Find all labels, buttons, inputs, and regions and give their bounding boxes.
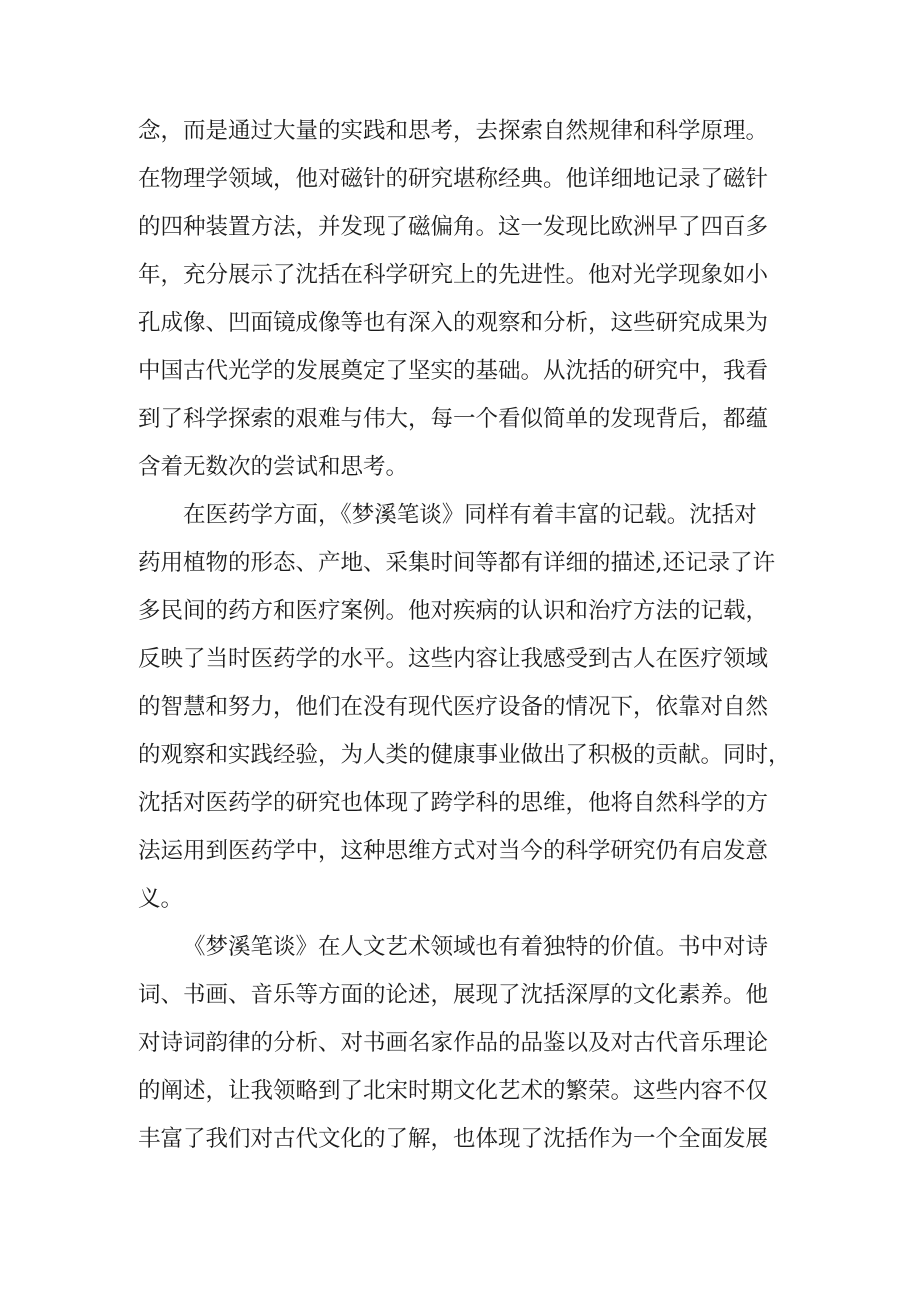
text-line: 念，而是通过大量的实践和思考，去探索自然规律和科学原理。 (138, 118, 769, 144)
text-line: 沈括对医药学的研究也体现了跨学科的思维，他将自然科学的方 (138, 790, 769, 816)
text-line: 的观察和实践经验，为人类的健康事业做出了积极的贡献。同时， (138, 742, 791, 768)
text-line: 孔成像、凹面镜成像等也有深入的观察和分析，这些研究成果为 (138, 310, 769, 336)
text-line: 对诗词韵律的分析、对书画名家作品的品鉴以及对古代音乐理论 (138, 1030, 769, 1056)
text-line: 法运用到医药学中，这种思维方式对当今的科学研究仍有启发意 (138, 838, 769, 864)
text-line: 年，充分展示了沈括在科学研究上的先进性。他对光学现象如小 (138, 262, 769, 288)
text-line: 义。 (138, 886, 184, 912)
body-text (138, 107, 798, 1163)
text-line: 多民间的药方和医疗案例。他对疾病的认识和治疗方法的记载， (138, 598, 769, 624)
text-line: 中国古代光学的发展奠定了坚实的基础。从沈括的研究中，我看 (138, 358, 769, 384)
text-line: 词、书画、音乐等方面的论述，展现了沈括深厚的文化素养。他 (138, 982, 769, 1008)
paragraph-physics (138, 107, 798, 491)
text-line: 的四种装置方法，并发现了磁偏角。这一发现比欧洲早了四百多 (138, 214, 769, 240)
text-line: 的智慧和努力，他们在没有现代医疗设备的情况下，依靠对自然 (138, 694, 769, 720)
text-line-indented: 在医药学方面，《梦溪笔谈》同样有着丰富的记载。沈括对 (183, 502, 757, 528)
text-line: 丰富了我们对古代文化的了解，也体现了沈括作为一个全面发展 (138, 1126, 769, 1152)
text-line: 到了科学探索的艰难与伟大，每一个看似简单的发现背后，都蕴 (138, 406, 769, 432)
text-line: 的阐述，让我领略到了北宋时期文化艺术的繁荣。这些内容不仅 (138, 1078, 769, 1104)
text-line-indented: 《梦溪笔谈》在人文艺术领域也有着独特的价值。书中对诗 (183, 934, 769, 960)
paragraph-arts (138, 923, 798, 1163)
text-line: 含着无数次的尝试和思考。 (138, 454, 409, 480)
paragraph-medicine (138, 491, 798, 923)
text-line: 药用植物的形态、产地、采集时间等都有详细的描述,还记录了许 (138, 550, 776, 576)
text-line: 反映了当时医药学的水平。这些内容让我感受到古人在医疗领域 (138, 646, 769, 672)
text-line: 在物理学领域，他对磁针的研究堪称经典。他详细地记录了磁针 (138, 166, 769, 192)
